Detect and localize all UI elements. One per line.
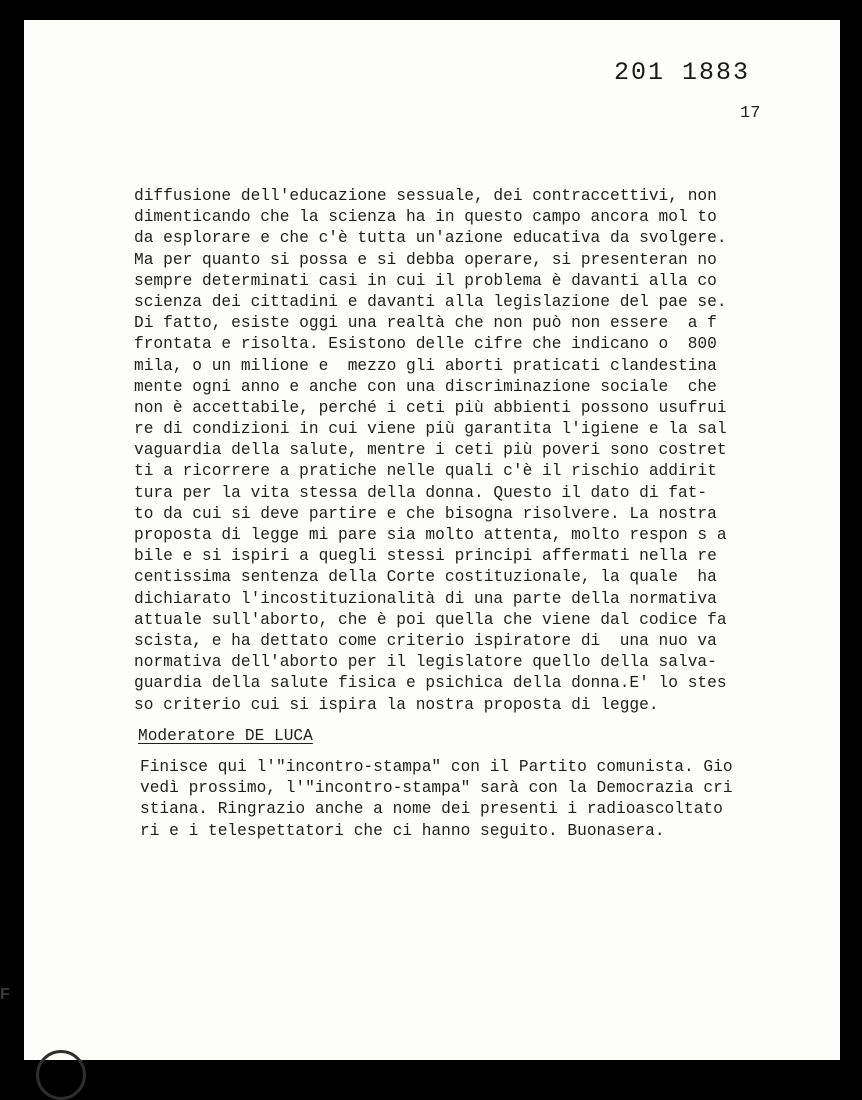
- speaker-heading: Moderatore DE LUCA: [138, 727, 313, 745]
- text-line: Ma per quanto si possa e si debba operare, si presenteran no: [134, 250, 717, 269]
- text-line: ri e i telespettatori che ci hanno seguito. Buonasera.: [140, 821, 665, 840]
- text-line: attuale sull'aborto, che è poi quella che viene dal codice fa: [134, 610, 727, 629]
- text-line: frontata e risolta. Esistono delle cifre che indicano o 800: [134, 335, 717, 354]
- text-line: to da cui si deve partire e che bisogna risolvere. La nostra: [134, 504, 717, 523]
- text-line: dimenticando che la scienza ha in questo campo ancora mol to: [134, 208, 717, 227]
- text-line: stiana. Ringrazio anche a nome dei presenti i radioascoltato: [140, 800, 723, 819]
- text-line: guardia della salute fisica e psichica della donna.E' lo stes: [134, 674, 727, 693]
- closing-paragraph: [140, 757, 780, 842]
- text-line: proposta di legge mi pare sia molto attenta, molto respon s a: [134, 526, 727, 544]
- text-line: mente ogni anno e anche con una discriminazione sociale che: [134, 377, 717, 396]
- text-line: tura per la vita stessa della donna. Questo il dato di fat-: [134, 483, 708, 502]
- text-line: normativa dell'aborto per il legislatore quello della salva-: [134, 653, 717, 672]
- text-line: non è accettabile, perché i ceti più abbienti possono usufrui: [134, 398, 727, 417]
- text-line: so criterio cui si ispira la nostra proposta di legge.: [134, 695, 659, 714]
- text-line: vedì prossimo, l'"incontro-stampa" sarà con la Democrazia cri: [140, 779, 733, 798]
- text-line: ti a ricorrere a pratiche nelle quali c'è il rischio addirit: [134, 462, 717, 481]
- text-line: vaguardia della salute, mentre i ceti più poveri sono costret: [134, 441, 727, 460]
- text-line: re di condizioni in cui viene più garantita l'igiene e la sal: [134, 420, 727, 439]
- text-line: sempre determinati casi in cui il problema è davanti alla co: [134, 271, 717, 290]
- text-line: mila, o un milione e mezzo gli aborti praticati clandestina: [134, 356, 717, 375]
- text-line: Di fatto, esiste oggi una realtà che non può non essere a f: [134, 314, 717, 333]
- text-line: Finisce qui l'"incontro-stampa" con il Partito comunista. Gio: [140, 758, 733, 776]
- text-line: dichiarato l'incostituzionalità di una parte della normativa: [134, 589, 717, 608]
- archive-number: 201 1883: [614, 58, 751, 87]
- document-page: [24, 20, 840, 1060]
- archive-stamp-circle: [36, 1050, 86, 1100]
- text-line: da esplorare e che c'è tutta un'azione educativa da svolgere.: [134, 229, 727, 248]
- text-line: scista, e ha dettato come criterio ispiratore di una nuo va: [134, 631, 717, 650]
- text-line: diffusione dell'educazione sessuale, dei contraccettivi, non: [134, 187, 717, 205]
- text-line: centissima sentenza della Corte costituzionale, la quale ha: [134, 568, 717, 587]
- page-number: 17: [740, 104, 761, 123]
- archive-stamp-letter: F: [0, 986, 10, 1003]
- text-line: scienza dei cittadini e davanti alla legislazione del pae se.: [134, 292, 727, 311]
- body-paragraph: [134, 186, 774, 716]
- text-line: bile e si ispiri a quegli stessi principi affermati nella re: [134, 547, 717, 566]
